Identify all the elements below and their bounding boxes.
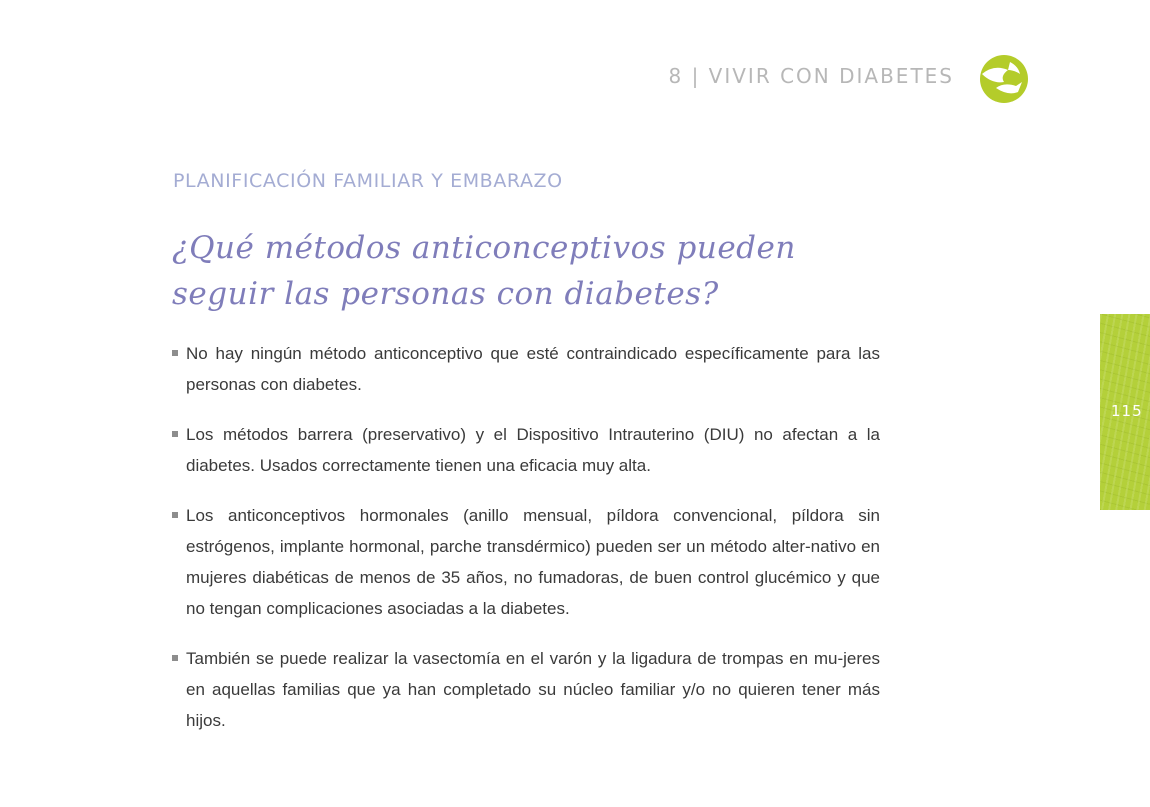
list-item-text: También se puede realizar la vasectomía en el varón y la ligadura de trompas en mu-jeres en aquellas familias que ya han completado su núcleo familiar y/o no quieren tener más hijos. [186,649,880,730]
list-item-text: Los métodos barrera (preservativo) y el Dispositivo Intrauterino (DIU) no afectan a la diabetes. Usados correctamente tienen una eficacia muy alta. [186,425,880,475]
section-title: PLANIFICACIÓN FAMILIAR Y EMBARAZO [173,170,563,192]
question-heading [172,225,872,317]
question-line-1: ¿Qué métodos anticonceptivos pueden [172,230,796,266]
answer-list [172,338,880,755]
list-item-text: No hay ningún método anticonceptivo que esté contraindicado específicamente para las personas con diabetes. [186,344,880,394]
chapter-logo-icon [974,52,1030,104]
bullet-square-icon [172,655,178,661]
page-number: 115 [1111,402,1143,420]
bullet-square-icon [172,431,178,437]
list-item [172,643,880,736]
question-line-2: seguir las personas con diabetes? [172,276,719,312]
list-item [172,419,880,481]
bullet-square-icon [172,350,178,356]
bullet-square-icon [172,512,178,518]
list-item [172,338,880,400]
chapter-header: 8 | VIVIR CON DIABETES [668,64,954,88]
list-item-text: Los anticonceptivos hormonales (anillo mensual, píldora convencional, píldora sin estrógenos, implante hormonal, parche transdérmico) pueden ser un método alter-nativo en mujeres diabéticas de menos de 35 años, no fumadoras, de buen control glucémico y que no tengan complicaciones asociadas a la diabetes. [186,506,880,618]
list-item [172,500,880,624]
